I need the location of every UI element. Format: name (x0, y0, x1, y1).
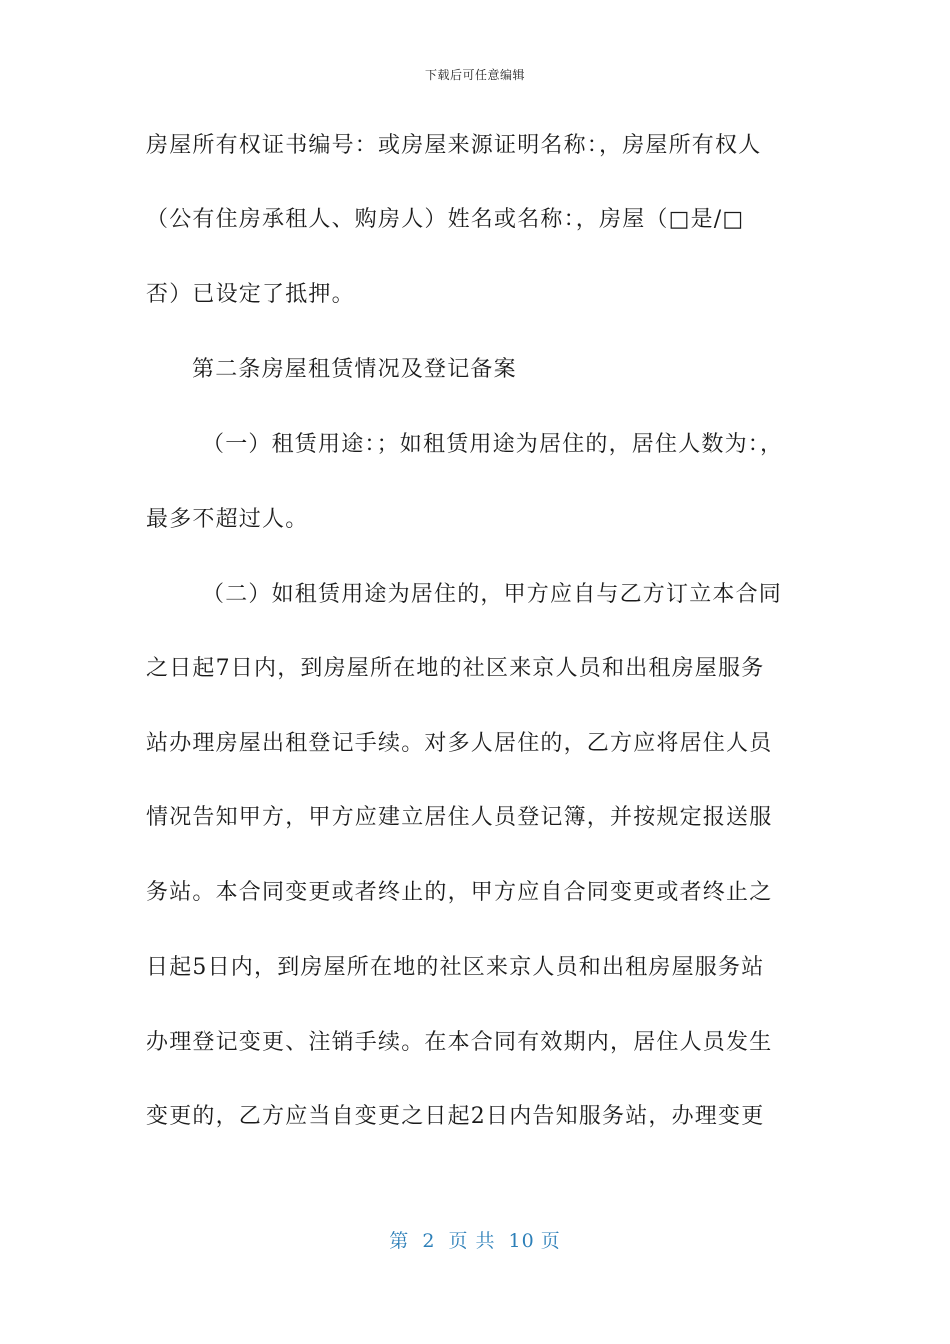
text-line: 最多不超过人。 (146, 507, 309, 532)
text-line: 之日起7日内，到房屋所在地的社区来京人员和出租房屋服务 (146, 656, 765, 681)
current-page: 2 (422, 1230, 436, 1252)
text-line: 房屋所有权证书编号：或房屋来源证明名称：，房屋所有权人 (146, 133, 762, 158)
text-line: 变更的，乙方应当自变更之日起2日内告知服务站，办理变更 (146, 1104, 765, 1129)
text-line: 务站。本合同变更或者终止的，甲方应自合同变更或者终止之 (146, 880, 773, 905)
page-middle: 页 共 (448, 1230, 496, 1252)
section-heading: 第二条房屋租赁情况及登记备案 (192, 357, 517, 382)
text-line: 否）已设定了抵押。 (146, 282, 355, 307)
text-line: （公有住房承租人、购房人）姓名或名称：，房屋（□是/□ (146, 207, 745, 232)
header-note: 下载后可任意编辑 (424, 68, 525, 82)
total-pages: 10 (508, 1230, 535, 1252)
page-prefix: 第 (389, 1230, 410, 1252)
text-line: （二）如租赁用途为居住的，甲方应自与乙方订立本合同 (202, 582, 783, 607)
text-line: 办理登记变更、注销手续。在本合同有效期内，居住人员发生 (146, 1030, 773, 1055)
text-line: 日起5日内，到房屋所在地的社区来京人员和出租房屋服务站 (146, 955, 765, 980)
text-line: 站办理房屋出租登记手续。对多人居住的，乙方应将居住人员 (146, 731, 773, 756)
page-suffix: 页 (540, 1230, 561, 1252)
page-number (0, 1226, 950, 1253)
text-line: （一）租赁用途：；如租赁用途为居住的，居住人数为：， (202, 432, 784, 457)
text-line: 情况告知甲方，甲方应建立居住人员登记簿，并按规定报送服 (146, 805, 773, 830)
